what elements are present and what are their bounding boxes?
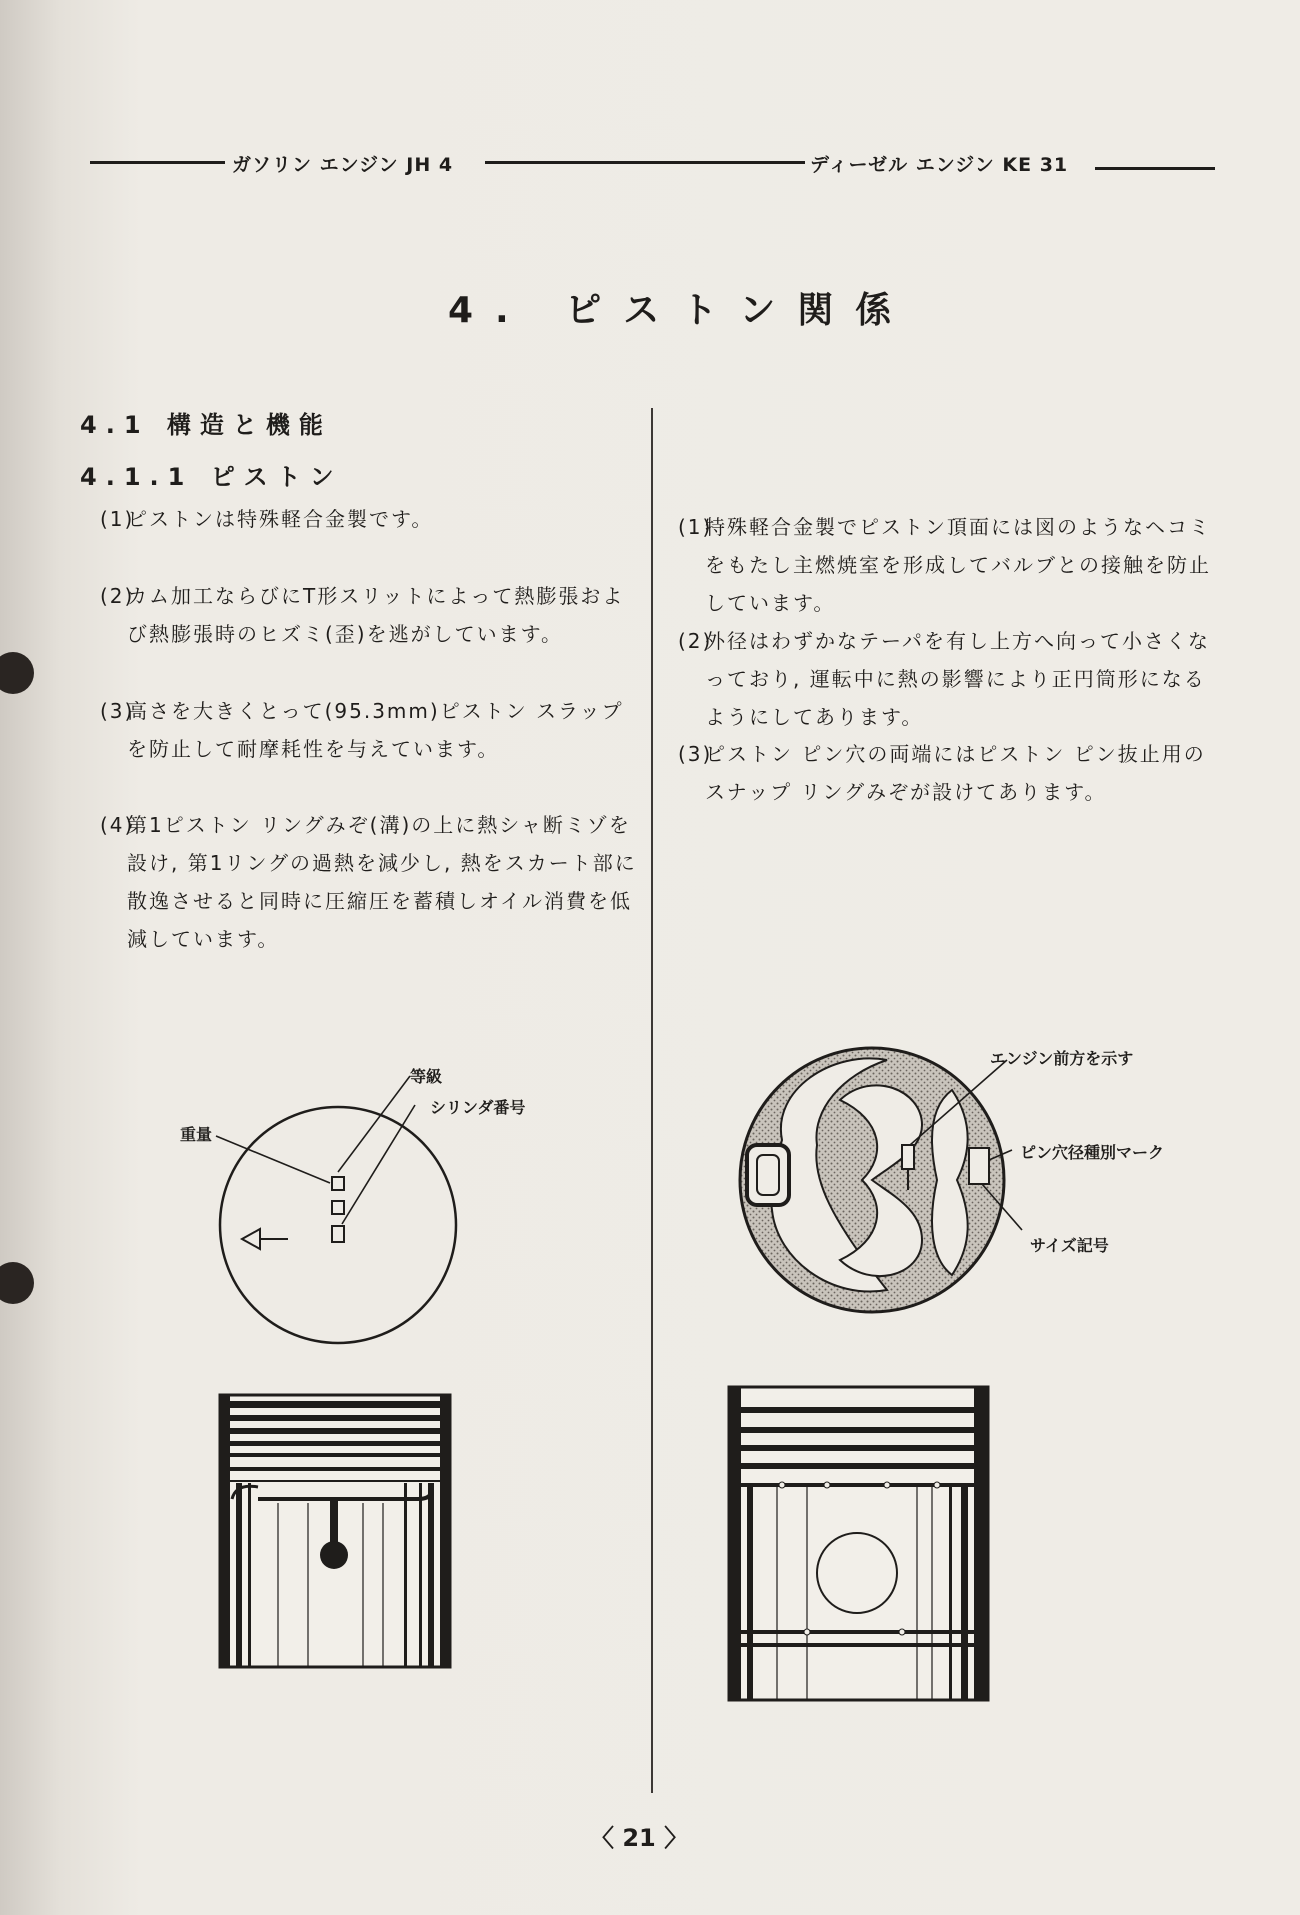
binder-hole — [0, 1262, 34, 1304]
header-rule — [485, 161, 805, 164]
list-item — [100, 806, 640, 958]
item-text: 高さを大きくとって(95.3mm)ピストン スラップを防止して耐摩耗性を与えています。 — [127, 699, 624, 761]
label-weight: 重量 — [180, 1125, 213, 1144]
item-number: (3) — [100, 699, 135, 723]
header-right-label: ディーゼル エンジン KE 31 — [810, 154, 1069, 176]
column-divider — [651, 408, 653, 1793]
item-text: 第1ピストン リングみぞ(溝)の上に熱シャ断ミゾを設け, 第1リングの過熱を減少し, 熱をスカート部に散逸させると同時に圧縮圧を蓄積しオイル消費を低減しています。 — [127, 813, 637, 951]
diesel-piston-top-diagram — [722, 1030, 1022, 1340]
list-item — [678, 508, 1223, 622]
header-left-label: ガソリン エンジン JH 4 — [232, 154, 454, 176]
item-number: (3) — [678, 742, 713, 766]
item-number: (2) — [678, 629, 713, 653]
label-grade: 等級 — [410, 1067, 443, 1086]
list-item — [100, 500, 640, 538]
diesel-piston-side-diagram — [727, 1385, 992, 1705]
page-number: 〈 21 〉 — [590, 1824, 689, 1852]
item-text: ピストン ピン穴の両端にはピストン ピン抜止用のスナップ リングみぞが設けてあります。 — [705, 742, 1206, 804]
header-rule — [1095, 167, 1215, 170]
page-title: 4. ピストン関係 — [448, 290, 914, 331]
item-number: (2) — [100, 584, 135, 608]
item-number: (1) — [678, 515, 713, 539]
gasoline-piston-top-diagram — [170, 1040, 490, 1360]
item-number: (1) — [100, 507, 135, 531]
label-pin-hole-mark: ピン穴径種別マーク — [1020, 1143, 1165, 1162]
item-text: カム加工ならびにT形スリットによって熱膨張および熱膨張時のヒズミ(歪)を逃がしています。 — [127, 584, 625, 646]
list-item — [678, 622, 1223, 736]
header-rule — [90, 161, 225, 164]
label-engine-front: エンジン前方を示す — [990, 1049, 1134, 1068]
subsection-heading: 4.1.1 ピストン — [80, 463, 343, 491]
list-item — [100, 577, 640, 653]
list-item — [100, 692, 640, 768]
list-item — [678, 735, 1223, 811]
label-size-symbol: サイズ記号 — [1030, 1236, 1109, 1255]
section-heading: 4.1 構造と機能 — [80, 411, 332, 439]
item-text: 外径はわずかなテーパを有し上方へ向って小さくなっており, 運転中に熱の影響により正円筒形になるようにしてあります。 — [705, 629, 1210, 729]
item-text: ピストンは特殊軽合金製です。 — [127, 507, 434, 531]
label-cylinder-number: シリンダ番号 — [430, 1098, 526, 1117]
gasoline-piston-side-diagram — [218, 1393, 454, 1671]
item-text: 特殊軽合金製でピストン頂面には図のようなヘコミをもたし主燃焼室を形成してバルブとの接触を防止しています。 — [705, 515, 1211, 615]
binder-hole — [0, 652, 34, 694]
item-number: (4) — [100, 813, 135, 837]
